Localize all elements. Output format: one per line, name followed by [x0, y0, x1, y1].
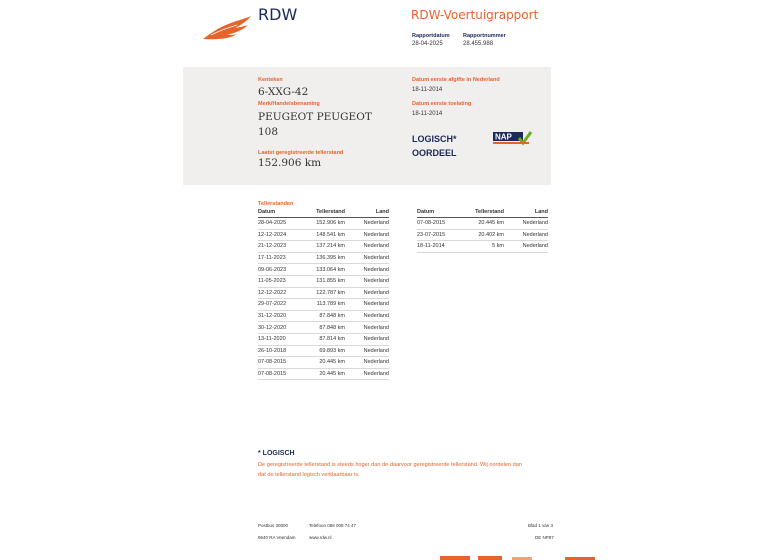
reading-odometer: 148.541 km	[310, 229, 345, 241]
reading-country: Nederland	[504, 229, 548, 241]
table-row	[258, 333, 389, 345]
table-row	[417, 241, 548, 253]
reading-odometer: 5 km	[469, 241, 504, 253]
table-row	[258, 264, 389, 276]
table-row	[417, 229, 548, 241]
reading-date: 29-07-2022	[258, 299, 310, 311]
report-date-label: Rapportdatum	[412, 33, 450, 39]
reading-country: Nederland	[345, 333, 389, 345]
report-date: 28-04-2025	[412, 41, 443, 47]
reading-odometer: 131.855 km	[310, 275, 345, 287]
rdw-logo	[201, 13, 253, 41]
verdict-line-1: LOGISCH*	[412, 134, 457, 144]
footnote-text-2: dat de tellerstand logisch verklaarbaar is.	[258, 472, 360, 478]
reading-country: Nederland	[345, 264, 389, 276]
reading-odometer: 87.814 km	[310, 333, 345, 345]
col-odometer: Tellerstand	[469, 208, 504, 218]
reading-odometer: 87.848 km	[310, 322, 345, 334]
reading-country: Nederland	[345, 345, 389, 357]
nap-logo	[493, 130, 533, 146]
reading-country: Nederland	[345, 275, 389, 287]
reading-odometer: 113.789 km	[310, 299, 345, 311]
footer-stripe	[478, 556, 502, 560]
reading-country: Nederland	[345, 322, 389, 334]
reading-date: 28-04-2025	[258, 218, 310, 230]
col-country: Land	[504, 208, 548, 218]
reading-date: 11-05-2023	[258, 275, 310, 287]
first-admission-value: 18-11-2014	[412, 111, 443, 117]
verdict-line-2: OORDEEL	[412, 148, 457, 158]
reading-odometer: 69.893 km	[310, 345, 345, 357]
nap-text: NAP	[495, 132, 512, 142]
reading-date: 18-11-2014	[417, 241, 469, 253]
reading-odometer: 20.445 km	[310, 357, 345, 369]
plate-value: 6-XXG-42	[258, 86, 309, 98]
reading-country: Nederland	[345, 357, 389, 369]
nap-check-icon	[493, 130, 533, 146]
reading-date: 12-12-2024	[258, 229, 310, 241]
col-country: Land	[345, 208, 389, 218]
readings-title: Tellerstanden	[258, 201, 294, 207]
reading-date: 23-07-2015	[417, 229, 469, 241]
col-date: Datum	[417, 208, 469, 218]
reading-odometer: 136.395 km	[310, 252, 345, 264]
reading-date: 31-12-2020	[258, 310, 310, 322]
footer-code: DE NP97	[535, 535, 554, 540]
footer-postbus: Postbus 30000	[258, 523, 289, 528]
plate-label: Kenteken	[258, 77, 283, 83]
footnote-title: * LOGISCH	[258, 450, 295, 457]
table-row	[258, 252, 389, 264]
table-row	[258, 241, 389, 253]
reading-country: Nederland	[345, 368, 389, 380]
reading-country: Nederland	[345, 310, 389, 322]
odometer-label: Laatst geregistreerde tellerstand	[258, 150, 344, 156]
reading-country: Nederland	[345, 252, 389, 264]
footer-phone: Telefoon 088 008 74 47	[309, 523, 357, 528]
table-row	[258, 310, 389, 322]
table-row	[258, 357, 389, 369]
reading-odometer: 20.445 km	[310, 368, 345, 380]
table-row	[258, 275, 389, 287]
reading-date: 26-10-2018	[258, 345, 310, 357]
vehicle-panel	[183, 67, 551, 185]
table-row	[258, 368, 389, 380]
table-row	[258, 218, 389, 230]
reading-date: 07-08-2015	[258, 368, 310, 380]
reading-country: Nederland	[504, 241, 548, 253]
reading-odometer: 133.064 km	[310, 264, 345, 276]
reading-odometer: 122.787 km	[310, 287, 345, 299]
reading-country: Nederland	[345, 241, 389, 253]
table-row	[258, 287, 389, 299]
first-nl-label: Datum eerste afgifte in Nederland	[412, 77, 500, 83]
table-row	[258, 299, 389, 311]
footer-stripe	[440, 556, 470, 560]
footer-page: Blad 1 van 3	[528, 523, 554, 528]
table-header-row	[417, 208, 548, 218]
reading-date: 21-12-2023	[258, 241, 310, 253]
reading-country: Nederland	[345, 218, 389, 230]
reading-date: 09-06-2023	[258, 264, 310, 276]
reading-country: Nederland	[345, 299, 389, 311]
reading-date: 07-08-2015	[258, 357, 310, 369]
reading-country: Nederland	[504, 218, 548, 230]
table-row	[258, 229, 389, 241]
readings-table-left	[258, 208, 389, 380]
reading-date: 07-08-2015	[417, 218, 469, 230]
footer-web: www.rdw.nl	[309, 535, 332, 540]
reading-date: 13-11-2020	[258, 333, 310, 345]
first-nl-value: 18-11-2014	[412, 87, 443, 93]
panel-notch	[183, 175, 263, 187]
make-line-2: 108	[258, 126, 279, 138]
report-title: RDW-Voertuigrapport	[411, 8, 539, 22]
col-date: Datum	[258, 208, 310, 218]
make-line-1: PEUGEOT PEUGEOT	[258, 111, 372, 123]
table-row	[258, 345, 389, 357]
readings-table-right	[417, 208, 548, 253]
reading-odometer: 20.445 km	[469, 218, 504, 230]
report-number: 28.455.988	[463, 41, 494, 47]
brand-name: RDW	[258, 5, 298, 24]
make-label: Merk/Handelsbenaming	[258, 101, 320, 107]
reading-odometer: 87.848 km	[310, 310, 345, 322]
table-row	[417, 218, 548, 230]
reading-country: Nederland	[345, 287, 389, 299]
rdw-wing-icon	[201, 13, 253, 41]
reading-date: 17-11-2023	[258, 252, 310, 264]
table-header-row	[258, 208, 389, 218]
first-admission-label: Datum eerste toelating	[412, 101, 472, 107]
table-row	[258, 322, 389, 334]
reading-odometer: 152.906 km	[310, 218, 345, 230]
reading-country: Nederland	[345, 229, 389, 241]
footnote-text-1: De geregistreerde tellerstand is steeds hoger dan de daarvoor geregistreerde tellerstand. Wij oordelen dan	[258, 462, 522, 468]
report-number-label: Rapportnummer	[463, 33, 506, 39]
reading-odometer: 20.402 km	[469, 229, 504, 241]
col-odometer: Tellerstand	[310, 208, 345, 218]
reading-date: 12-12-2022	[258, 287, 310, 299]
odometer-value: 152.906 km	[258, 157, 322, 169]
footer-city: 9640 RA Veendam	[258, 535, 296, 540]
reading-odometer: 137.214 km	[310, 241, 345, 253]
reading-date: 30-12-2020	[258, 322, 310, 334]
